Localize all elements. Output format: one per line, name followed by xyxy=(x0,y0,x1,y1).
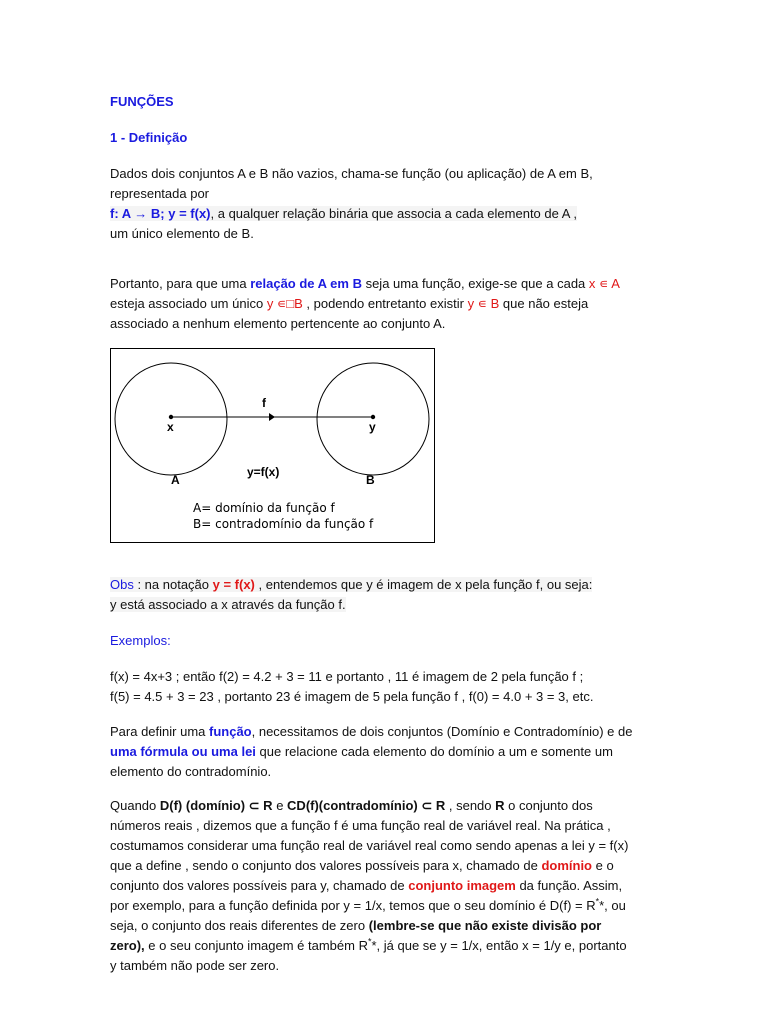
y-in-B: y ∊□B xyxy=(266,296,303,311)
term-formula: uma fórmula ou uma lei xyxy=(110,744,256,759)
text-span: , a qualquer relação binária que associa a cada elemento de A , xyxy=(210,206,577,221)
term-dominio: domínio xyxy=(541,858,592,873)
text-line xyxy=(110,896,670,916)
superscript: * xyxy=(367,936,372,947)
text-line: f(5) = 4.5 + 3 = 23 , portanto 23 é imagem de 5 pela função f , f(0) = 4.0 + 3 = 3, etc. xyxy=(110,689,594,704)
section-heading: 1 - Definição xyxy=(110,130,188,145)
real-function-paragraph xyxy=(110,796,670,976)
term-imagem: conjunto imagem xyxy=(408,878,516,893)
y-in-B-alt: y ∊ B xyxy=(467,296,500,311)
label-set-B: B xyxy=(366,473,375,487)
text-span: seja, o conjunto dos reais diferentes de zero xyxy=(110,918,369,933)
text-span: *, já que se y = 1/x, então x = 1/y e, portanto xyxy=(371,938,627,953)
text-line xyxy=(110,916,670,936)
division-note: (lembre-se que não existe divisão por xyxy=(368,918,602,933)
text-line: f(x) = 4x+3 ; então f(2) = 4.2 + 3 = 11 e portanto , 11 é imagem de 2 pela função f ; xyxy=(110,669,584,684)
arrow-head-icon xyxy=(269,413,275,421)
text-span: , sendo xyxy=(445,798,496,813)
function-diagram xyxy=(110,348,435,543)
point-y xyxy=(371,415,375,419)
text-line xyxy=(110,742,670,762)
text-span: , entendemos que y é imagem de x pela função f, ou seja: xyxy=(254,577,593,592)
label-x: x xyxy=(167,420,174,434)
label-y: y xyxy=(369,420,376,434)
text-line xyxy=(110,274,670,294)
obs-label: Obs xyxy=(110,577,134,592)
page-title: FUNÇÕES xyxy=(110,94,174,109)
text-line xyxy=(110,595,670,615)
caption-domain: A= domínio da função f xyxy=(193,501,335,515)
text-span: , necessitamos de dois conjuntos (Domínio e Contradomínio) e de xyxy=(251,724,633,739)
text-span: e o xyxy=(592,858,614,873)
text-line xyxy=(110,856,670,876)
text-line: representada por xyxy=(110,186,210,201)
obs-paragraph xyxy=(110,575,670,615)
codomain-term: CD(f)(contradomínio) ⊂ R xyxy=(287,798,446,813)
x-in-A: x ∊ A xyxy=(588,276,620,291)
text-line xyxy=(110,204,670,224)
text-span: Quando xyxy=(110,798,160,813)
label-f: f xyxy=(262,396,266,410)
text-line: y também não pode ser zero. xyxy=(110,958,280,973)
examples-paragraph xyxy=(110,667,670,707)
text-line: costumamos considerar uma função real de variável real como sendo apenas a lei y = f(x) xyxy=(110,838,629,853)
text-span: seja uma função, exige-se que a cada xyxy=(361,276,589,291)
text-span: que a define , sendo o conjunto dos valores possíveis para x, chamado de xyxy=(110,858,542,873)
text-span: esteja associado um único xyxy=(110,296,267,311)
text-line xyxy=(110,876,670,896)
relation-term: relação de A em B xyxy=(250,276,362,291)
definition-note-paragraph xyxy=(110,722,670,782)
label-set-A: A xyxy=(171,473,180,487)
text-span: *, ou xyxy=(599,898,626,913)
domain-term: D(f) (domínio) ⊂ R xyxy=(159,798,273,813)
obs-notation: y = f(x) xyxy=(212,577,255,592)
text-span: Portanto, para que uma xyxy=(110,276,251,291)
definition-paragraph xyxy=(110,164,670,244)
label-yfx: y=f(x) xyxy=(247,465,280,479)
caption-codomain: B= contradomínio da função f xyxy=(193,517,374,531)
text-line xyxy=(110,796,670,816)
text-span: e xyxy=(272,798,288,813)
text-line xyxy=(110,936,670,956)
text-line xyxy=(110,294,670,314)
text-span: : na notação xyxy=(133,577,213,592)
function-notation: f: A → B; y = f(x) xyxy=(110,206,211,221)
superscript: * xyxy=(595,896,600,907)
division-note-end: zero), xyxy=(110,938,145,953)
text-span: conjunto dos valores possíveis para y, chamado de xyxy=(110,878,409,893)
condition-paragraph xyxy=(110,274,670,334)
text-span: por exemplo, para a função definida por y = 1/x, temos que o seu domínio é D(f) = R xyxy=(110,898,596,913)
text-span: , podendo entretanto existir xyxy=(302,296,468,311)
text-span: que não esteja xyxy=(499,296,589,311)
text-span: Para definir uma xyxy=(110,724,209,739)
text-line: associado a nenhum elemento pertencente ao conjunto A. xyxy=(110,316,446,331)
text-line xyxy=(110,575,670,595)
text-span: que relacione cada elemento do domínio a um e somente um xyxy=(255,744,613,759)
point-x xyxy=(169,415,173,419)
term-funcao: função xyxy=(209,724,252,739)
text-line: elemento do contradomínio. xyxy=(110,764,272,779)
text-span: o conjunto dos xyxy=(504,798,593,813)
text-span: y está associado a x através da função f. xyxy=(110,597,346,612)
text-line xyxy=(110,722,670,742)
examples-heading: Exemplos: xyxy=(110,633,171,648)
text-line: números reais , dizemos que a função f é uma função real de variável real. Na prática , xyxy=(110,818,611,833)
reals-symbol: R xyxy=(495,798,505,813)
text-span: e o seu conjunto imagem é também R xyxy=(144,938,368,953)
text-line: um único elemento de B. xyxy=(110,226,254,241)
text-span: da função. Assim, xyxy=(515,878,623,893)
text-line: Dados dois conjuntos A e B não vazios, chama-se função (ou aplicação) de A em B, xyxy=(110,166,593,181)
